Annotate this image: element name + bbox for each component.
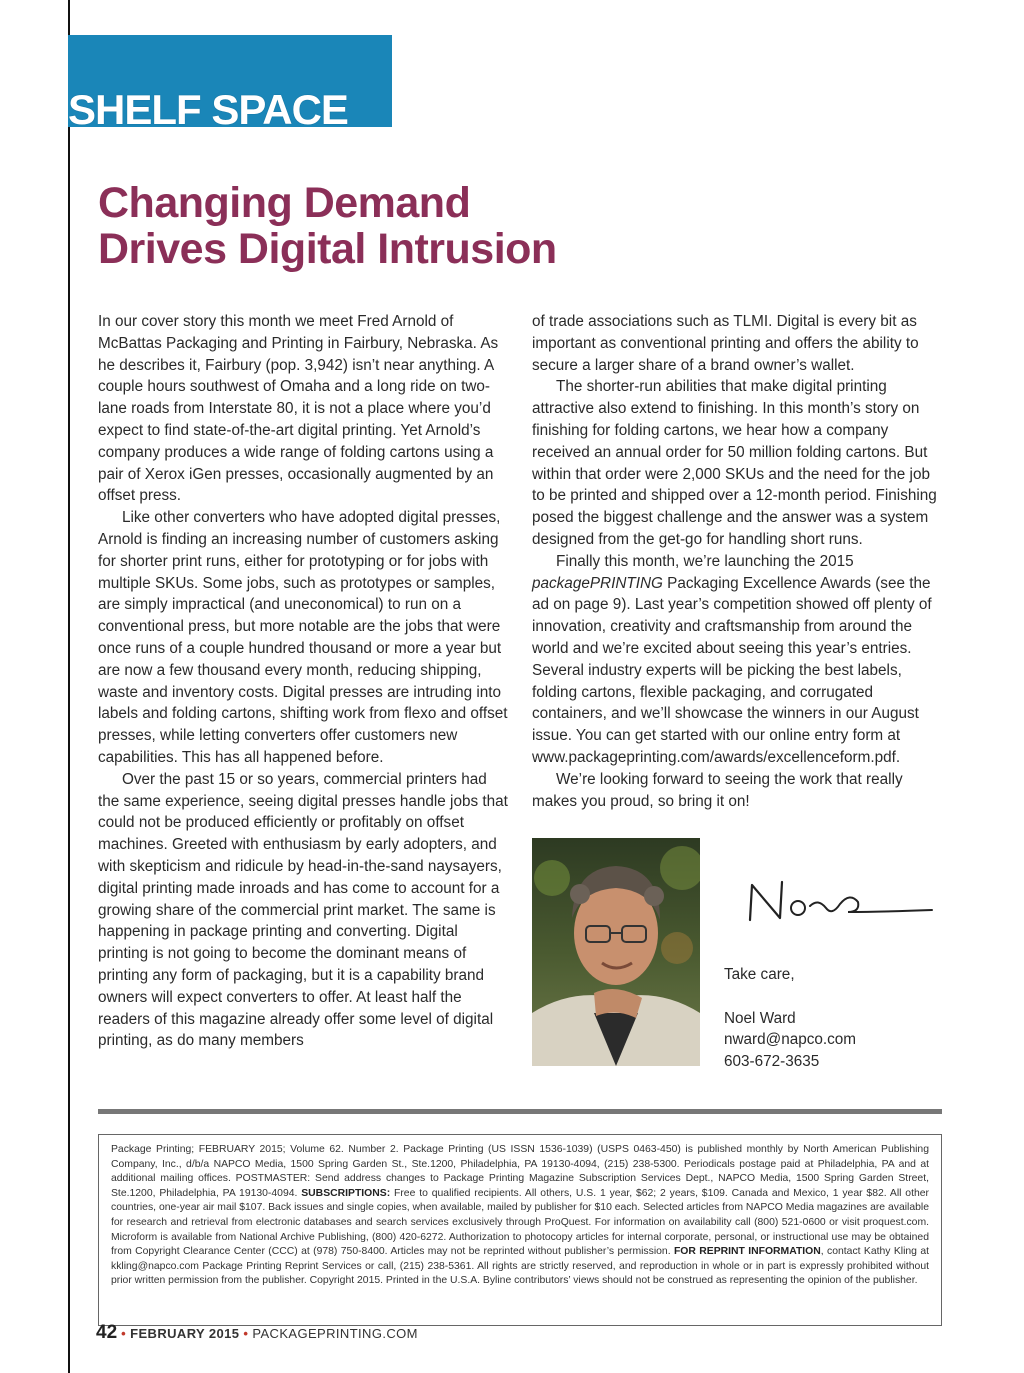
author-name: Noel Ward — [724, 1009, 796, 1027]
body-paragraph: Over the past 15 or so years, commercial printers had the same experience, seeing digital presses handle jobs that could not be produced efficiently or profitably on offset machines. Greeted with enthusiasm by early adopters, and with skepticism and ridicule by head-in-the-sand naysayers, digital printing made inroads and has come to account for a growing share of the commercial print market. The same is happening in package printing and converting. Digital printing is not going to become the dominant means of printing any form of packaging, but it is a capability brand owners will expect converters to offer. At least half the readers of this magazine already offer some level of digital printing, as do many members — [98, 770, 508, 1050]
folio-separator: • — [121, 1326, 127, 1341]
author-signature — [740, 870, 940, 930]
masthead-text: Package Printing; FEBRUARY 2015; Volume 62. Number 2. Package Printing (US ISSN 1536-1039) (USPS 0463-450) is published monthly by North American Publishing Company, Inc., d/b/a NAPCO Media, 1500 Spring Garden St., Ste.1200, Philadelphia, PA 19130-4094, (215) 238-5300. Periodicals postage paid at Philadelphia, PA and at additional mailing offices. POSTMASTER: Send address changes to Package Printing Magazine Subscription Services Dept., NAPCO Media, 1500 Spring Garden Street, Ste.1200, Philadelphia, PA 19130-4094. — [111, 1144, 929, 1199]
author-email: nward@napco.com — [724, 1031, 857, 1049]
body-paragraph — [532, 551, 944, 769]
subscriptions-label: SUBSCRIPTIONS: — [301, 1187, 391, 1199]
brand-name: packagePRINTING — [532, 574, 663, 592]
masthead-text: , contact Kathy Kling at kkling@napco.com Package Printing Reprint Services or call, (215) 238-5361. All rights are strictly reserved, and reproduction in whole or in part is expressly prohibited without prior written permission from the publisher. Copyright 2015. Printed in the U.S.A. Byline contributors’ views should not be construed as representing the opinion of the publisher. — [111, 1246, 929, 1287]
page-folio — [96, 1322, 418, 1344]
awards-body-text: Packaging Excellence Awards (see the ad on page 9). Last year’s competition showed off plenty of innovation, creativity and craftsmanship from around the world and we’re excited about seeing this year’s entries. Several industry experts will be picking the best labels, folding cartons, flexible packaging, and corrugated containers, and we’ll showcase the winners in our August issue. You can get started with our online entry form at www.packageprinting.com/awards/excellenceform.pdf. — [532, 574, 932, 766]
masthead-statement — [98, 1134, 942, 1326]
author-phone: 603-672-3635 — [724, 1053, 820, 1071]
folio-separator: • — [243, 1326, 249, 1341]
body-paragraph: We’re looking forward to seeing the work that really makes you proud, so bring it on! — [532, 770, 903, 810]
signoff-closing: Take care, — [724, 966, 795, 983]
reprint-label: FOR REPRINT INFORMATION — [673, 1246, 821, 1258]
headline-line-1: Changing Demand — [98, 179, 471, 227]
body-paragraph: of trade associations such as TLMI. Digital is every bit as important as conventional printing and offers the ability to secure a larger share of a brand owner’s wallet. — [532, 313, 919, 374]
site-name: PACKAGEPRINTING.COM — [252, 1326, 418, 1341]
page-number: 42 — [96, 1322, 118, 1343]
headline — [98, 180, 798, 272]
issue-date: FEBRUARY 2015 — [130, 1326, 240, 1341]
body-paragraph: Like other converters who have adopted digital presses, Arnold is finding an increasing number of customers asking for shorter print runs, either for prototyping or for jobs with multiple SKUs. Some jobs, such as prototypes or samples, are simply impractical (and uneconomical) to run on a conventional press, but more notable are the jobs that were once runs of a couple hundred thousand or more a year but are now a few thousand every month, reducing shipping, waste and inventory costs. Digital presses are intruding into labels and folding cartons, shifting work from flexo and offset presses, while letting converters offer customers new capabilities. This has all happened before. — [98, 509, 508, 766]
body-paragraph: The shorter-run abilities that make digital printing attractive also extend to finishing. In this month’s story on finishing for folding cartons, we hear how a company received an annual order for 50 million folding cartons. But within that order were 2,000 SKUs and the need for the job to be printed and shipped over a 12-month period. Finishing posed the biggest challenge and the answer was a system designed from the get-go for handling short runs. — [532, 378, 937, 548]
body-column-right — [532, 311, 944, 812]
awards-intro-text: Finally this month, we’re launching the 2015 — [556, 552, 854, 570]
signoff-block — [724, 964, 944, 1073]
author-portrait-illustration — [532, 838, 700, 1066]
masthead-text: Free to qualified recipients. All others, U.S. 1 year, $62; 2 years, $109. Canada and Mexico, 1 year $82. All other countries, one-year air mail $107. Back issues and single copies, when available, mailed by publisher for $10 each. Selected articles from NAPCO Media magazines are available for research and retrieval from electronic databases and search services exclusively through ProQuest. For information on availability call (800) 521-0600 or visit proquest.com. Microform is available from National Archive Publishing, (800) 420-6272. Authorization to photocopy articles for internal corporate, personal, or instructional use may be obtained from Copyright Clearance Center (CCC) at (978) 750-8400. Articles may not be reprinted without publisher’s permission. — [111, 1187, 929, 1258]
body-column-left — [98, 311, 508, 1052]
author-photo — [532, 838, 700, 1066]
body-paragraph: In our cover story this month we meet Fred Arnold of McBattas Packaging and Printing in Fairbury, Nebraska. As he describes it, Fairbury (pop. 3,942) isn’t near anything. A couple hours southwest of Omaha and a long ride on two-lane roads from Interstate 80, it is not a place where you’d expect to find state-of-the-art digital printing. Yet Arnold’s company produces a wide range of folding cartons using a pair of Xerox iGen presses, occasionally augmented by an offset press. — [98, 313, 499, 505]
headline-line-2: Drives Digital Intrusion — [98, 225, 557, 273]
left-margin-rule — [68, 0, 70, 1373]
footer-divider — [98, 1109, 942, 1114]
section-label: SHELF SPACE — [68, 86, 348, 133]
